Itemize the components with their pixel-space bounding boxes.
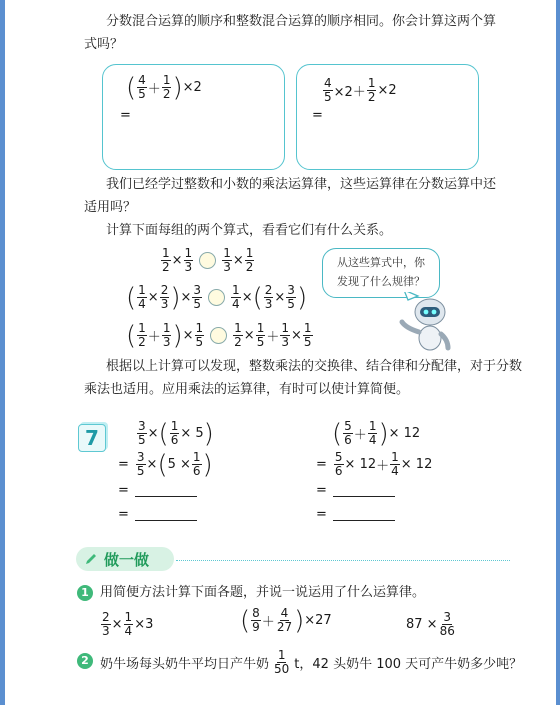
paren-open: (	[126, 320, 137, 351]
example-left-blank-1	[118, 483, 197, 498]
para4-line-1: 根据以上计算可以发现，整数乘法的交换律、结合律和分配律，对于分数	[106, 359, 523, 374]
fraction	[323, 77, 333, 104]
para2-line-2: 适用吗？	[84, 200, 137, 215]
times-text: 5 ×	[167, 457, 191, 472]
answer-blank[interactable]	[135, 508, 197, 521]
denominator: 2	[162, 260, 170, 274]
denominator: 5	[193, 297, 202, 311]
fraction	[162, 74, 172, 101]
example-right-line-1	[332, 420, 420, 447]
paren-open: (	[158, 418, 169, 449]
denominator: 6	[344, 433, 352, 447]
times-text: ×27	[304, 613, 332, 628]
fraction	[231, 284, 241, 311]
fraction	[334, 451, 344, 478]
intro-line-2: 式吗？	[84, 37, 124, 52]
plus-sign: ＋	[261, 615, 275, 630]
denominator: 3	[160, 297, 169, 311]
example-left-blank-2	[118, 507, 197, 522]
equals-sign: =	[118, 457, 129, 472]
equals-sign: =	[316, 457, 327, 472]
numerator: 5	[344, 419, 352, 433]
paren-open: (	[126, 72, 137, 103]
paren-open: (	[332, 418, 343, 449]
times-text: ×2	[377, 83, 397, 98]
denominator: 9	[252, 620, 260, 634]
bubble-line-2: 发现了什么规律？	[337, 275, 425, 288]
paren-close: )	[294, 605, 305, 636]
fraction	[233, 322, 243, 349]
denominator: 2	[245, 260, 254, 274]
denominator: 2	[367, 90, 376, 104]
denominator: 27	[276, 620, 293, 634]
equals-sign: =	[118, 483, 129, 498]
numerator: 3	[443, 610, 452, 624]
numerator: 2	[160, 283, 169, 297]
fraction	[222, 247, 232, 274]
numerator: 1	[162, 73, 171, 87]
plus-sign: ＋	[376, 459, 390, 474]
numerator: 1	[223, 246, 231, 260]
times-text: × 12	[400, 457, 433, 472]
denominator: 5	[138, 87, 146, 101]
numerator: 2	[264, 283, 273, 297]
fraction	[195, 322, 205, 349]
numerator: 1	[256, 321, 265, 335]
paren-close: )	[203, 418, 214, 449]
numerator: 1	[162, 246, 170, 260]
denominator: 4	[124, 624, 133, 638]
paren-close: )	[172, 72, 183, 103]
answer-blank[interactable]	[333, 508, 395, 521]
plus-sign: ＋	[147, 82, 161, 97]
box1-equals: =	[120, 108, 131, 123]
times-sign: ×	[243, 328, 255, 343]
fraction	[390, 451, 400, 478]
para4-line-2: 乘法也适用。应用乘法的运算律，有时可以使计算简便。	[84, 382, 410, 397]
numerator: 1	[138, 321, 146, 335]
denominator: 6	[192, 464, 201, 478]
equals-sign: =	[118, 507, 129, 522]
times-text: × 5	[180, 426, 204, 441]
paren-close: )	[378, 418, 389, 449]
paren-close: )	[202, 449, 213, 480]
numerator: 1	[170, 419, 179, 433]
intro-line-1: 分数混合运算的顺序和整数混合运算的顺序相同。你会计算这两个算	[106, 14, 497, 29]
fraction	[137, 74, 147, 101]
denominator: 50	[274, 662, 290, 676]
denominator: 5	[256, 335, 265, 349]
paren-open: (	[252, 282, 263, 313]
fraction	[245, 247, 255, 274]
fraction	[162, 322, 172, 349]
question-1-text: 用简便方法计算下面各题，并说一说运用了什么运算律。	[100, 585, 426, 600]
fraction	[137, 284, 147, 311]
example-right-blank-1	[316, 483, 395, 498]
compare-row-2	[126, 284, 307, 311]
numerator: 3	[136, 450, 145, 464]
compare-row-3	[126, 322, 314, 349]
numerator: 4	[324, 76, 332, 90]
example-right-blank-2	[316, 507, 395, 522]
fraction	[161, 247, 171, 274]
q1-expression-a	[100, 611, 153, 638]
fraction	[170, 420, 180, 447]
numerator: 1	[234, 321, 242, 335]
times-text: × 12	[344, 457, 377, 472]
box2-expression	[322, 77, 397, 104]
compare-row-1	[160, 247, 255, 274]
para3: 计算下面每组的两个算式，看看它们有什么关系。	[106, 223, 393, 238]
numerator: 1	[195, 321, 204, 335]
denominator: 2	[138, 335, 146, 349]
times-sign: ×	[182, 328, 194, 343]
numerator: 3	[138, 419, 146, 433]
numerator: 1	[245, 246, 254, 260]
numerator: 1	[124, 610, 133, 624]
denominator: 3	[223, 260, 231, 274]
example-left-line-2	[118, 451, 213, 478]
fraction	[137, 420, 147, 447]
times-sign: ×	[274, 290, 286, 305]
times-text: ×2	[182, 80, 202, 95]
numerator: 3	[193, 283, 202, 297]
equals-sign: =	[316, 483, 327, 498]
fraction	[160, 284, 170, 311]
numerator: 4	[280, 606, 289, 620]
example-right-line-2	[316, 451, 432, 478]
numerator: 3	[287, 283, 295, 297]
paren-open: (	[126, 282, 137, 313]
paren-open: (	[157, 449, 168, 480]
question-2-suffix: t，42 头奶牛 100 天可产牛奶多少吨？	[294, 657, 523, 672]
denominator: 6	[170, 433, 179, 447]
numerator: 1	[367, 76, 376, 90]
times-text: 87 ×	[406, 617, 438, 632]
box1-expression	[126, 74, 202, 101]
fraction	[192, 284, 202, 311]
numerator: 1	[184, 246, 193, 260]
box2-equals: =	[312, 108, 323, 123]
paren-close: )	[170, 282, 181, 313]
denominator: 5	[195, 335, 204, 349]
paren-close: )	[172, 320, 183, 351]
denominator: 4	[138, 297, 146, 311]
times-sign: ×	[146, 457, 158, 472]
compare-circle[interactable]	[208, 289, 225, 306]
times-sign: ×	[147, 426, 159, 441]
plus-sign: ＋	[353, 428, 367, 443]
numerator: 1	[232, 283, 240, 297]
fraction	[273, 649, 290, 676]
denominator: 4	[391, 464, 399, 478]
page-border-left	[0, 0, 5, 705]
numerator: 2	[102, 610, 110, 624]
fraction	[251, 607, 261, 634]
denominator: 5	[136, 464, 145, 478]
fraction	[439, 611, 456, 638]
para2-line-1: 我们已经学过整数和小数的乘法运算律，这些运算律在分数运算中还	[106, 177, 497, 192]
times-sign: ×	[111, 617, 123, 632]
numerator: 1	[277, 648, 286, 662]
denominator: 86	[439, 624, 455, 638]
question-1-badge: 1	[77, 585, 93, 601]
denominator: 3	[184, 260, 193, 274]
times-sign: ×	[291, 328, 302, 343]
plus-sign: ＋	[266, 330, 280, 345]
denominator: 4	[232, 297, 240, 311]
denominator: 2	[234, 335, 242, 349]
numerator: 8	[252, 606, 260, 620]
question-2-text	[100, 649, 522, 676]
paren-open: (	[240, 605, 251, 636]
denominator: 2	[162, 87, 171, 101]
fraction	[192, 451, 202, 478]
denominator: 5	[324, 90, 332, 104]
times-sign: ×	[180, 290, 192, 305]
example-number-badge: 7	[78, 424, 106, 452]
bubble-line-1: 从这些算式中，你	[337, 256, 425, 269]
denominator: 3	[162, 335, 171, 349]
numerator: 1	[303, 321, 312, 335]
fraction	[184, 247, 194, 274]
equals-sign: =	[316, 507, 327, 522]
denominator: 5	[303, 335, 312, 349]
pencil-icon	[84, 552, 98, 566]
dotted-divider	[176, 560, 510, 561]
fraction	[368, 420, 378, 447]
question-2-prefix: 奶牛场每头奶牛平均日产牛奶	[100, 657, 270, 672]
example-left-line-1	[136, 420, 214, 447]
times-sign: ×	[241, 290, 253, 305]
fraction	[101, 611, 111, 638]
page-border-right	[556, 0, 560, 705]
denominator: 3	[264, 297, 273, 311]
answer-blank[interactable]	[135, 484, 197, 497]
plus-sign: ＋	[147, 330, 161, 345]
numerator: 1	[368, 419, 377, 433]
numerator: 1	[281, 321, 289, 335]
fraction	[280, 322, 290, 349]
answer-blank[interactable]	[333, 484, 395, 497]
fraction	[264, 284, 274, 311]
times-text: × 12	[388, 426, 421, 441]
denominator: 4	[368, 433, 377, 447]
paren-close: )	[296, 282, 308, 313]
fraction	[137, 322, 147, 349]
numerator: 5	[334, 450, 343, 464]
times-text: ×2＋	[333, 85, 366, 100]
q1-expression-b	[240, 607, 332, 634]
fraction	[124, 611, 134, 638]
fraction	[286, 284, 296, 311]
fraction	[276, 607, 293, 634]
fraction	[367, 77, 377, 104]
denominator: 5	[138, 433, 146, 447]
question-2-badge: 2	[77, 653, 93, 669]
compare-circle[interactable]	[210, 327, 227, 344]
practice-banner-label: 做一做	[104, 550, 150, 569]
fraction	[303, 322, 313, 349]
compare-circle[interactable]	[199, 252, 216, 269]
fraction	[343, 420, 353, 447]
numerator: 1	[162, 321, 171, 335]
denominator: 3	[102, 624, 110, 638]
robot-mascot-icon	[398, 292, 456, 352]
speech-bubble	[322, 248, 440, 298]
numerator: 1	[391, 450, 399, 464]
times-sign: ×	[171, 253, 183, 268]
denominator: 3	[281, 335, 289, 349]
numerator: 1	[192, 450, 201, 464]
numerator: 1	[138, 283, 146, 297]
times-sign: ×	[232, 253, 244, 268]
q1-expression-c	[406, 611, 457, 638]
fraction	[136, 451, 146, 478]
fraction	[256, 322, 266, 349]
denominator: 5	[287, 297, 295, 311]
times-text: ×3	[134, 617, 154, 632]
denominator: 6	[334, 464, 343, 478]
times-sign: ×	[147, 290, 159, 305]
practice-banner	[76, 547, 174, 571]
numerator: 4	[138, 73, 146, 87]
